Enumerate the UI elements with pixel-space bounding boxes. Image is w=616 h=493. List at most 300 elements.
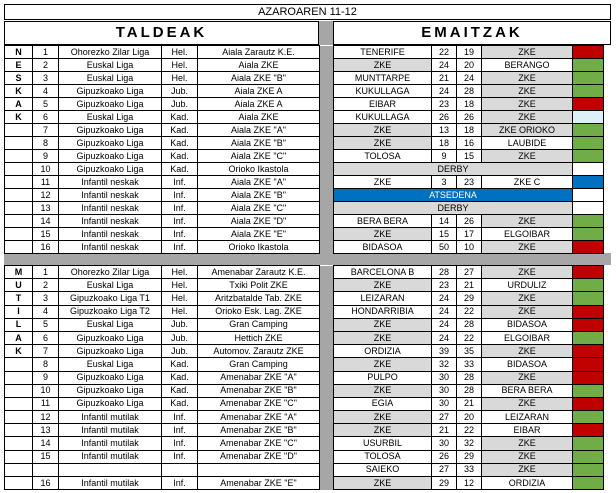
- league-cell: Gipuzkoako Liga: [59, 98, 162, 111]
- category-cell: Inf.: [162, 241, 198, 254]
- table-row: [5, 384, 604, 397]
- result-status-marker: [573, 59, 604, 72]
- row-number: 15: [33, 228, 59, 241]
- league-cell: Gipuzkoako Liga: [59, 345, 162, 358]
- result-status-marker: [573, 463, 604, 476]
- section-taldeak: TALDEAK: [4, 21, 319, 45]
- away-score: 23: [457, 176, 482, 189]
- away-team: ZKE: [482, 266, 573, 279]
- team-cell: Aiala ZKE: [198, 111, 320, 124]
- row-number: 8: [33, 137, 59, 150]
- category-cell: Jub.: [162, 345, 198, 358]
- gap-cell: [320, 411, 334, 424]
- gap-cell: [320, 437, 334, 450]
- side-letter: A: [5, 331, 33, 344]
- league-cell: Euskal Liga: [59, 59, 162, 72]
- away-team: ZKE C: [482, 176, 573, 189]
- row-number: 12: [33, 189, 59, 202]
- row-number: 4: [33, 85, 59, 98]
- row-number: 1: [33, 46, 59, 59]
- away-team: ELGOIBAR: [482, 228, 573, 241]
- row-number: 4: [33, 305, 59, 318]
- away-score: 26: [457, 215, 482, 228]
- team-cell: Amenabar ZKE "C": [198, 437, 320, 450]
- league-cell: Gipuzkoako Liga T1: [59, 292, 162, 305]
- home-team: PULPO: [334, 371, 432, 384]
- league-cell: Infantil neskak: [59, 202, 162, 215]
- league-cell: Gipuzkoako Liga: [59, 331, 162, 344]
- home-team: ZKE: [334, 477, 432, 490]
- gap-cell: [320, 215, 334, 228]
- gap-cell: [320, 46, 334, 59]
- team-cell: Aiala ZKE "B": [198, 189, 320, 202]
- home-score: 27: [432, 411, 457, 424]
- side-letter: [5, 150, 33, 163]
- row-number: 9: [33, 371, 59, 384]
- gap-cell: [320, 124, 334, 137]
- league-cell: Infantil neskak: [59, 241, 162, 254]
- category-cell: Kad.: [162, 397, 198, 410]
- row-number: 3: [33, 72, 59, 85]
- away-team: ZKE: [482, 345, 573, 358]
- table-row: [5, 279, 604, 292]
- table-row: [5, 477, 604, 490]
- home-team: BARCELONA B: [334, 266, 432, 279]
- team-cell: [198, 463, 320, 476]
- away-team: ZKE: [482, 85, 573, 98]
- result-status-marker: [573, 189, 604, 202]
- home-score: 18: [432, 137, 457, 150]
- table-row: [5, 292, 604, 305]
- team-cell: Aiala ZKE "C": [198, 202, 320, 215]
- team-cell: Amenabar ZKE "E": [198, 477, 320, 490]
- away-team: ZKE: [482, 111, 573, 124]
- table-row: [5, 371, 604, 384]
- result-status-marker: [573, 345, 604, 358]
- gap-cell: [320, 371, 334, 384]
- table-row: [5, 450, 604, 463]
- team-cell: Aiala ZKE "A": [198, 124, 320, 137]
- home-score: 23: [432, 98, 457, 111]
- gap-cell: [320, 358, 334, 371]
- table-row: [5, 318, 604, 331]
- category-cell: Jub.: [162, 98, 198, 111]
- category-cell: Kad.: [162, 163, 198, 176]
- row-number: 16: [33, 477, 59, 490]
- result-status-marker: [573, 72, 604, 85]
- gap-cell: [320, 279, 334, 292]
- league-cell: Infantil neskak: [59, 228, 162, 241]
- home-team: KUKULLAGA: [334, 111, 432, 124]
- away-score: 18: [457, 124, 482, 137]
- home-team: USURBIL: [334, 437, 432, 450]
- row-number: 7: [33, 124, 59, 137]
- table-row: [5, 358, 604, 371]
- side-letter: [5, 124, 33, 137]
- gap-cell: [320, 463, 334, 476]
- league-cell: Gipuzkoako Liga: [59, 384, 162, 397]
- away-team: LAUBIDE: [482, 137, 573, 150]
- away-team: BIDASOA: [482, 358, 573, 371]
- table-row: [5, 98, 604, 111]
- gap-cell: [320, 424, 334, 437]
- team-cell: Amenabar ZKE "B": [198, 424, 320, 437]
- home-team: ZKE: [334, 424, 432, 437]
- table-row: [5, 411, 604, 424]
- result-status-marker: [573, 384, 604, 397]
- result-status-marker: [573, 215, 604, 228]
- home-score: 13: [432, 124, 457, 137]
- side-letter: I: [5, 305, 33, 318]
- side-letter: U: [5, 279, 33, 292]
- result-status-marker: [573, 411, 604, 424]
- home-score: 24: [432, 85, 457, 98]
- away-score: 29: [457, 292, 482, 305]
- row-number: 14: [33, 437, 59, 450]
- home-score: 21: [432, 72, 457, 85]
- home-team: BERA BERA: [334, 215, 432, 228]
- away-score: 21: [457, 397, 482, 410]
- table-row: [5, 46, 604, 59]
- gap-cell: [320, 228, 334, 241]
- side-letter: [5, 450, 33, 463]
- home-team: ZKE: [334, 124, 432, 137]
- away-score: 15: [457, 150, 482, 163]
- gap-cell: [320, 241, 334, 254]
- away-team: ZKE: [482, 241, 573, 254]
- away-score: 26: [457, 111, 482, 124]
- gap-cell: [320, 202, 334, 215]
- away-team: BERANGO: [482, 59, 573, 72]
- home-score: 39: [432, 345, 457, 358]
- result-status-marker: [573, 85, 604, 98]
- row-number: 10: [33, 384, 59, 397]
- home-team: SAIEKO: [334, 463, 432, 476]
- gap-cell: [320, 98, 334, 111]
- team-cell: Orioko Esk. Lag. ZKE: [198, 305, 320, 318]
- away-score: 10: [457, 241, 482, 254]
- merged-result: DERBY: [334, 163, 573, 176]
- away-team: ZKE: [482, 305, 573, 318]
- row-number: [33, 463, 59, 476]
- away-team: EIBAR: [482, 424, 573, 437]
- away-team: ZKE ORIOKO: [482, 124, 573, 137]
- row-number: 14: [33, 215, 59, 228]
- away-team: ORDIZIA: [482, 477, 573, 490]
- home-team: KUKULLAGA: [334, 85, 432, 98]
- home-team: ZKE: [334, 318, 432, 331]
- away-score: 28: [457, 384, 482, 397]
- gap-cell: [320, 384, 334, 397]
- away-team: ZKE: [482, 46, 573, 59]
- league-cell: Euskal Liga: [59, 279, 162, 292]
- home-team: MUNTTARPE: [334, 72, 432, 85]
- away-team: ZKE: [482, 150, 573, 163]
- team-cell: Aiala ZKE "C": [198, 150, 320, 163]
- table-row: [5, 59, 604, 72]
- gap-cell: [320, 59, 334, 72]
- category-cell: Kad.: [162, 111, 198, 124]
- side-letter: S: [5, 72, 33, 85]
- result-status-marker: [573, 46, 604, 59]
- league-cell: Gipuzkoako Liga: [59, 124, 162, 137]
- side-letter: K: [5, 111, 33, 124]
- league-cell: Infantil mutilak: [59, 411, 162, 424]
- home-score: 26: [432, 450, 457, 463]
- away-team: ZKE: [482, 371, 573, 384]
- table-row: [5, 345, 604, 358]
- gap-cell: [320, 189, 334, 202]
- table-row: [5, 424, 604, 437]
- team-cell: Aiala ZKE "E": [198, 228, 320, 241]
- home-team: ZKE: [334, 384, 432, 397]
- home-score: 23: [432, 279, 457, 292]
- team-cell: Aiala ZKE "B": [198, 72, 320, 85]
- row-number: 11: [33, 176, 59, 189]
- home-team: ZKE: [334, 137, 432, 150]
- home-team: EGIA: [334, 397, 432, 410]
- team-cell: Aiala Zarautz K.E.: [198, 46, 320, 59]
- gap-cell: [320, 266, 334, 279]
- home-team: LEIZARAN: [334, 292, 432, 305]
- team-cell: Orioko Ikastola: [198, 241, 320, 254]
- row-number: 6: [33, 331, 59, 344]
- gap-cell: [320, 477, 334, 490]
- home-score: 30: [432, 437, 457, 450]
- home-team: BIDASOA: [334, 241, 432, 254]
- table-row: [5, 189, 604, 202]
- category-cell: Kad.: [162, 358, 198, 371]
- league-cell: Gipuzkoako Liga: [59, 85, 162, 98]
- side-letter: [5, 463, 33, 476]
- row-number: 1: [33, 266, 59, 279]
- category-cell: Inf.: [162, 202, 198, 215]
- league-cell: Euskal Liga: [59, 111, 162, 124]
- side-letter: [5, 137, 33, 150]
- table-row: [5, 176, 604, 189]
- away-team: ZKE: [482, 72, 573, 85]
- row-number: 11: [33, 397, 59, 410]
- away-score: 18: [457, 98, 482, 111]
- home-score: 29: [432, 477, 457, 490]
- category-cell: Jub.: [162, 331, 198, 344]
- away-score: 20: [457, 59, 482, 72]
- team-cell: Txiki Polit ZKE: [198, 279, 320, 292]
- side-letter: N: [5, 46, 33, 59]
- table-neskak: [4, 45, 604, 254]
- away-score: 22: [457, 331, 482, 344]
- away-score: 28: [457, 85, 482, 98]
- home-score: 30: [432, 397, 457, 410]
- category-cell: Inf.: [162, 176, 198, 189]
- league-cell: Gipuzkoako Liga: [59, 150, 162, 163]
- away-team: ZKE: [482, 397, 573, 410]
- result-status-marker: [573, 371, 604, 384]
- result-status-marker: [573, 176, 604, 189]
- category-cell: Hel.: [162, 305, 198, 318]
- category-cell: Inf.: [162, 215, 198, 228]
- league-cell: Ohorezko Zilar Liga: [59, 46, 162, 59]
- league-cell: Infantil mutilak: [59, 477, 162, 490]
- table-row: [5, 72, 604, 85]
- result-status-marker: [573, 477, 604, 490]
- away-score: 33: [457, 463, 482, 476]
- result-status-marker: [573, 98, 604, 111]
- team-cell: Hettich ZKE: [198, 331, 320, 344]
- team-cell: Aritzbatalde Tab. ZKE: [198, 292, 320, 305]
- league-cell: Gipuzkoako Liga T2: [59, 305, 162, 318]
- result-status-marker: [573, 450, 604, 463]
- side-letter: [5, 241, 33, 254]
- result-status-marker: [573, 137, 604, 150]
- team-cell: Gran Camping: [198, 358, 320, 371]
- league-cell: Euskal Liga: [59, 318, 162, 331]
- away-team: ZKE: [482, 215, 573, 228]
- away-score: 33: [457, 358, 482, 371]
- table-row: [5, 124, 604, 137]
- category-cell: Hel.: [162, 59, 198, 72]
- home-score: 24: [432, 292, 457, 305]
- away-score: 27: [457, 266, 482, 279]
- league-cell: Infantil neskak: [59, 215, 162, 228]
- table-row: [5, 305, 604, 318]
- team-cell: Amenabar ZKE "A": [198, 411, 320, 424]
- league-cell: Gipuzkoako Liga: [59, 371, 162, 384]
- away-score: 12: [457, 477, 482, 490]
- league-cell: Euskal Liga: [59, 72, 162, 85]
- side-letter: [5, 371, 33, 384]
- category-cell: Inf.: [162, 437, 198, 450]
- row-number: 5: [33, 98, 59, 111]
- team-cell: Aiala ZKE "D": [198, 215, 320, 228]
- home-team: ZKE: [334, 228, 432, 241]
- home-score: 14: [432, 215, 457, 228]
- away-score: 28: [457, 371, 482, 384]
- category-cell: Inf.: [162, 228, 198, 241]
- home-team: TENERIFE: [334, 46, 432, 59]
- league-cell: Euskal Liga: [59, 358, 162, 371]
- league-cell: Infantil neskak: [59, 176, 162, 189]
- row-number: 10: [33, 163, 59, 176]
- table-row: [5, 241, 604, 254]
- side-letter: [5, 358, 33, 371]
- side-letter: [5, 437, 33, 450]
- category-cell: Inf.: [162, 477, 198, 490]
- row-number: 8: [33, 358, 59, 371]
- home-team: ZKE: [334, 59, 432, 72]
- result-status-marker: [573, 331, 604, 344]
- team-cell: Automov. Zarautz ZKE: [198, 345, 320, 358]
- category-cell: Hel.: [162, 279, 198, 292]
- home-score: 32: [432, 358, 457, 371]
- team-cell: Amenabar ZKE "C": [198, 397, 320, 410]
- date-header: AZAROAREN 11-12: [4, 4, 611, 20]
- result-status-marker: [573, 305, 604, 318]
- away-team: LEIZARAN: [482, 411, 573, 424]
- gap-cell: [320, 305, 334, 318]
- table-row: [5, 397, 604, 410]
- home-score: 15: [432, 228, 457, 241]
- gap-cell: [320, 85, 334, 98]
- team-cell: Amenabar Zarautz K.E.: [198, 266, 320, 279]
- result-status-marker: [573, 292, 604, 305]
- team-cell: Aiala ZKE A: [198, 85, 320, 98]
- table-row: [5, 85, 604, 98]
- category-cell: Jub.: [162, 85, 198, 98]
- table-row: [5, 163, 604, 176]
- side-letter: [5, 215, 33, 228]
- team-cell: Aiala ZKE "B": [198, 137, 320, 150]
- league-cell: Ohorezko Zilar Liga: [59, 266, 162, 279]
- side-letter: [5, 384, 33, 397]
- gap-cell: [320, 397, 334, 410]
- row-number: 12: [33, 411, 59, 424]
- category-cell: Inf.: [162, 424, 198, 437]
- category-cell: Kad.: [162, 137, 198, 150]
- away-score: 32: [457, 437, 482, 450]
- row-number: 7: [33, 345, 59, 358]
- category-cell: Inf.: [162, 450, 198, 463]
- side-letter: K: [5, 85, 33, 98]
- result-status-marker: [573, 111, 604, 124]
- group-separator: [4, 253, 611, 265]
- away-team: URDULIZ: [482, 279, 573, 292]
- away-score: 35: [457, 345, 482, 358]
- side-letter: M: [5, 266, 33, 279]
- gap-cell: [320, 331, 334, 344]
- home-score: 24: [432, 305, 457, 318]
- home-team: EIBAR: [334, 98, 432, 111]
- category-cell: Hel.: [162, 266, 198, 279]
- league-cell: [59, 463, 162, 476]
- result-status-marker: [573, 124, 604, 137]
- category-cell: Hel.: [162, 292, 198, 305]
- home-score: 9: [432, 150, 457, 163]
- table-row: [5, 266, 604, 279]
- category-cell: Kad.: [162, 150, 198, 163]
- merged-result: DERBY: [334, 202, 573, 215]
- away-score: 21: [457, 279, 482, 292]
- result-status-marker: [573, 163, 604, 176]
- away-team: ZKE: [482, 450, 573, 463]
- away-team: ELGOIBAR: [482, 331, 573, 344]
- row-number: 3: [33, 292, 59, 305]
- away-score: 19: [457, 46, 482, 59]
- result-status-marker: [573, 150, 604, 163]
- home-score: 24: [432, 318, 457, 331]
- result-status-marker: [573, 424, 604, 437]
- home-team: TOLOSA: [334, 450, 432, 463]
- away-team: ZKE: [482, 437, 573, 450]
- result-status-marker: [573, 279, 604, 292]
- home-team: ZKE: [334, 358, 432, 371]
- side-letter: A: [5, 98, 33, 111]
- result-status-marker: [573, 202, 604, 215]
- away-score: 22: [457, 424, 482, 437]
- category-cell: Inf.: [162, 411, 198, 424]
- team-cell: Aiala ZKE A: [198, 98, 320, 111]
- home-score: 30: [432, 371, 457, 384]
- category-cell: Jub.: [162, 318, 198, 331]
- category-cell: Hel.: [162, 46, 198, 59]
- side-letter: [5, 189, 33, 202]
- away-score: 16: [457, 137, 482, 150]
- away-team: ZKE: [482, 463, 573, 476]
- home-score: 22: [432, 46, 457, 59]
- row-number: 15: [33, 450, 59, 463]
- row-number: 13: [33, 202, 59, 215]
- category-cell: Kad.: [162, 371, 198, 384]
